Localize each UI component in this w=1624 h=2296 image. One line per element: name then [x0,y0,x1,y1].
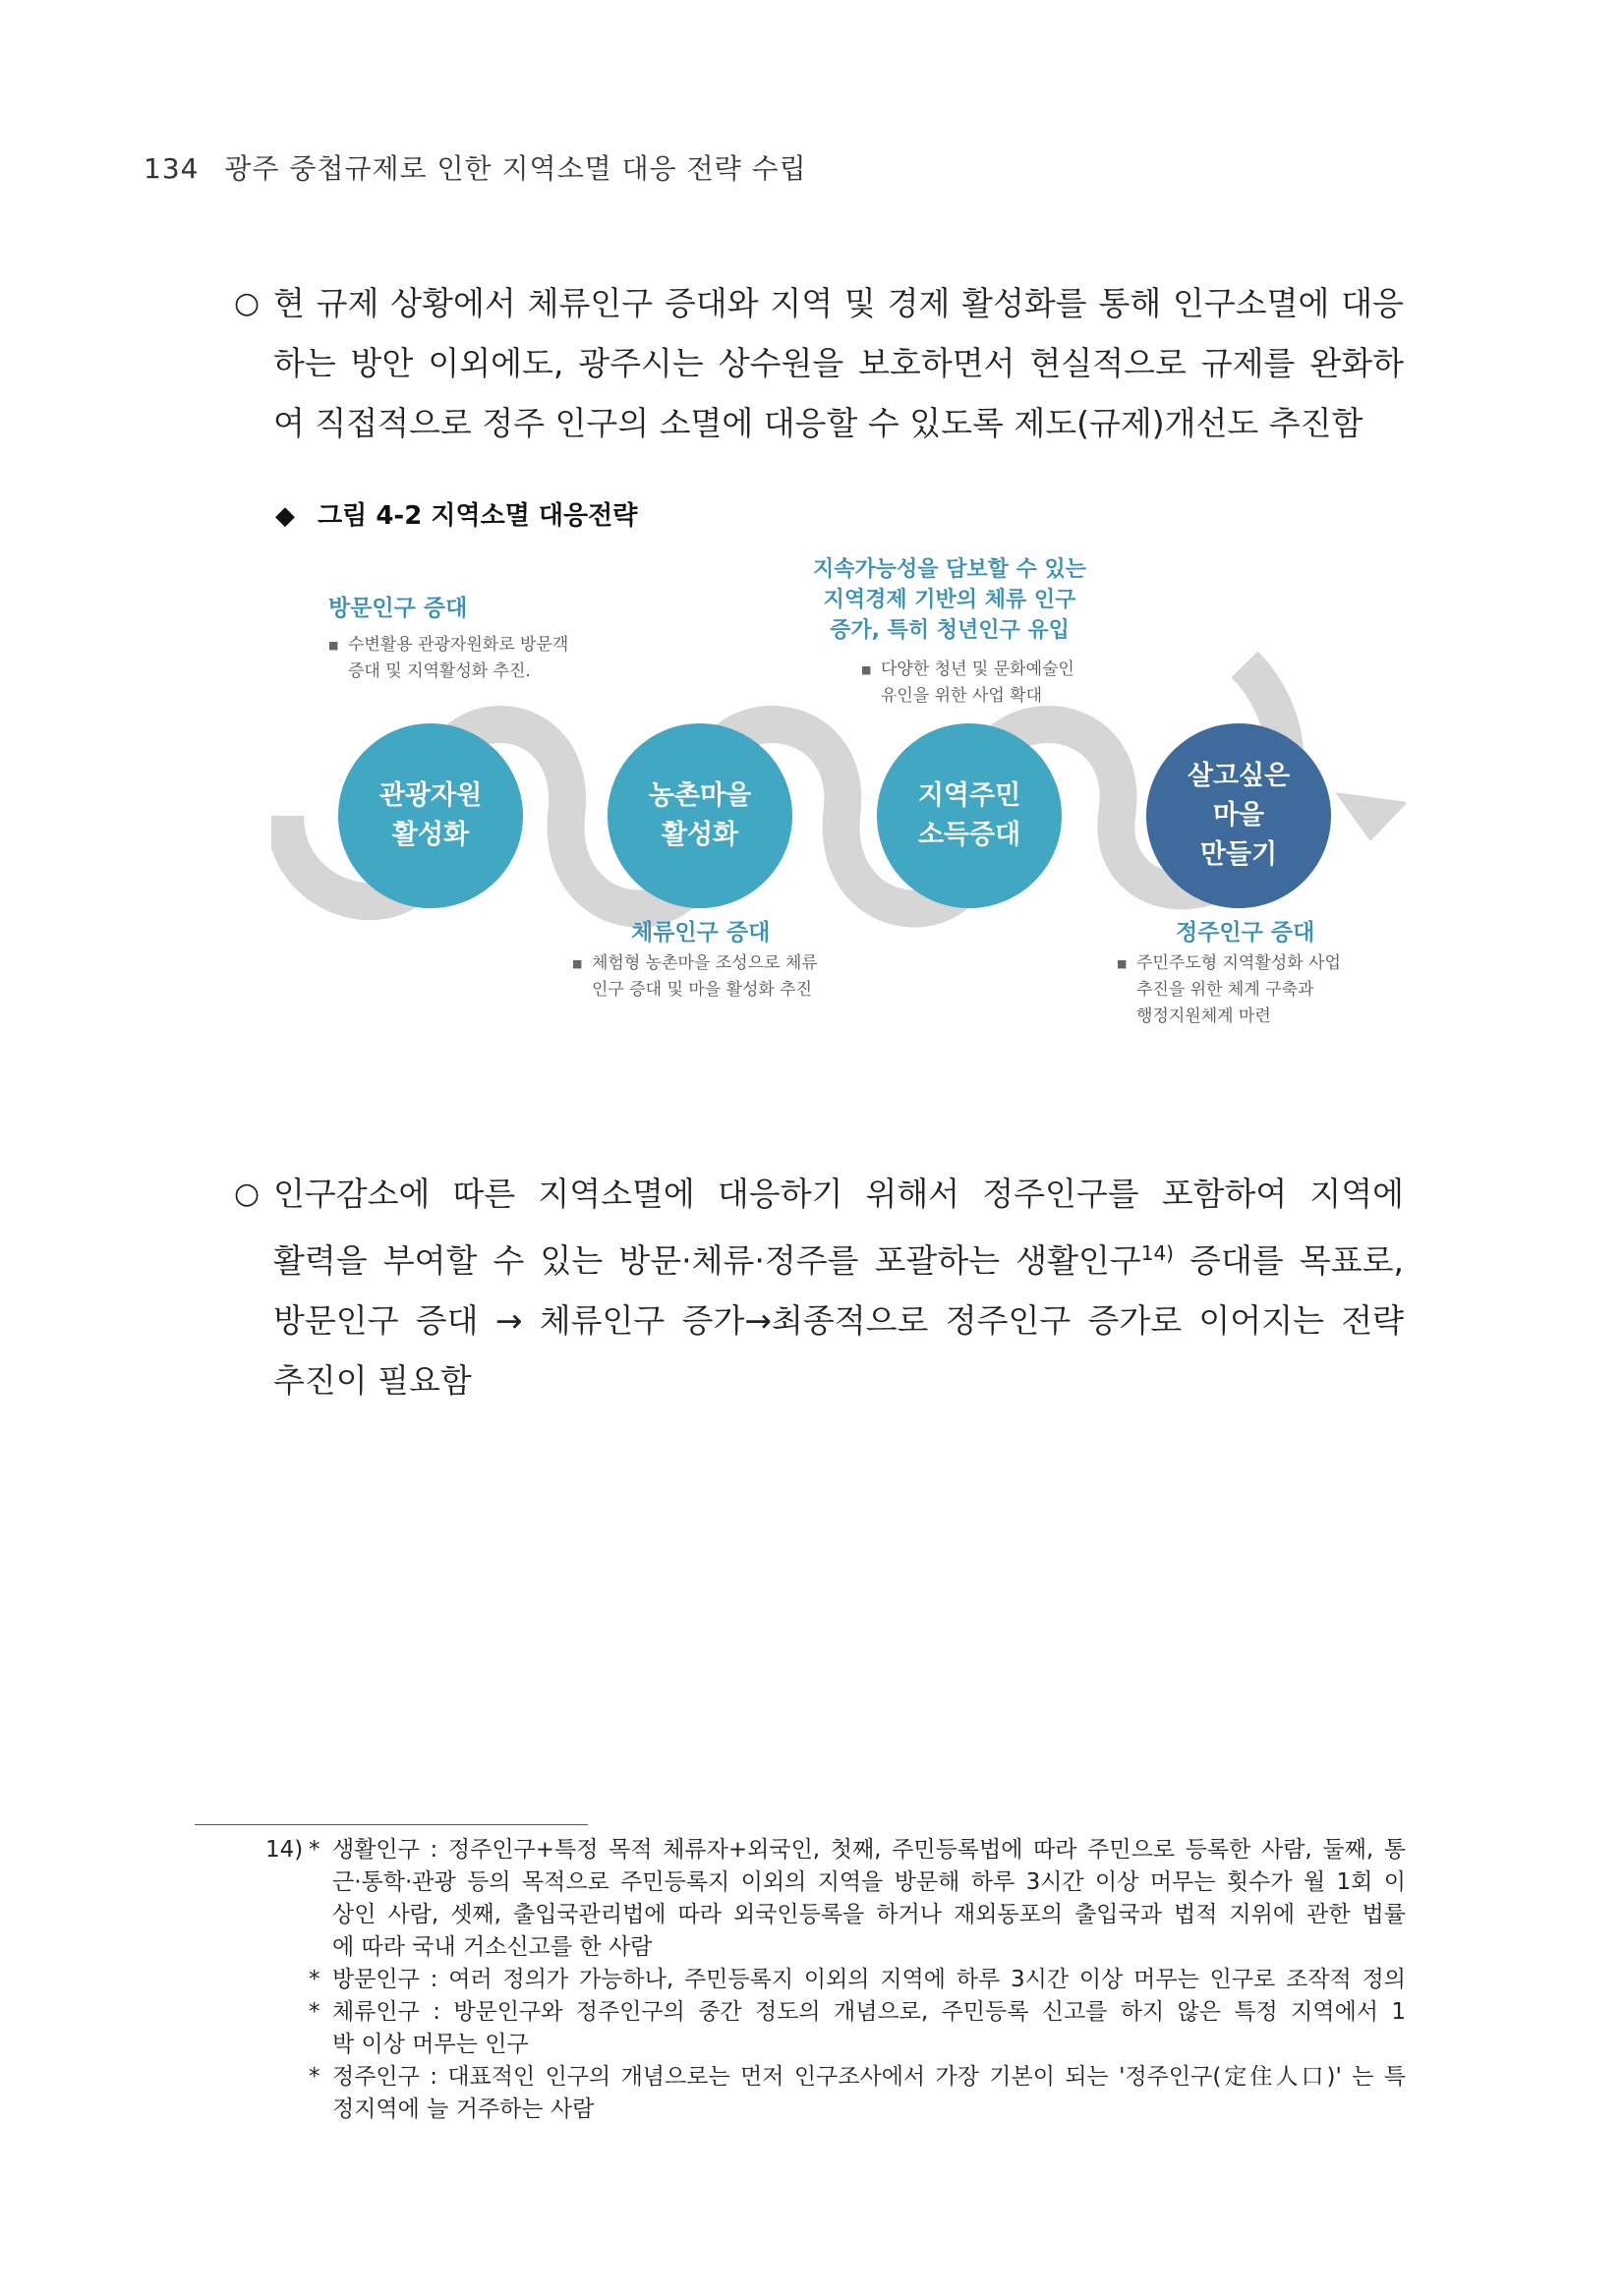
box-desc: ■ 수변활용 관광자원화로 방문객 증대 및 지역활성화 추진. [328,632,623,685]
paragraph-line: 현 규제 상황에서 체류인구 증대와 지역 및 경제 활성화를 통해 인구소멸에 대응 [273,284,1404,322]
footnote-line: 근·통학·관광 등의 목적으로 주민등록지 이외의 지역을 방문해 하루 3시간 이상 머무는 횟수가 월 1회 이 [332,1869,1406,1895]
box-desc: ■ 다양한 청년 및 문화예술인 유인을 위한 사업 확대 [861,657,1117,710]
footnote-line: 박 이상 머무는 인구 [332,2032,529,2057]
page-number: 134 [144,152,200,185]
strategy-diagram [271,546,1406,1038]
diamond-bullet: ◆ [275,501,295,531]
footnote-item [265,2061,1406,2126]
circle-bullet: ○ [234,1177,261,1211]
paragraph-line: 하는 방안 이외에도, 광주시는 상수원을 보호하면서 현실적으로 규제를 완화하 [273,344,1404,382]
paragraph-line-with-footnote [273,1224,1404,1291]
paragraph-line: 추진이 필요함 [273,1361,472,1400]
figure-caption-text: 그림 4-2 지역소멸 대응전략 [318,501,638,531]
running-title: 광주 중첩규제로 인한 지역소멸 대응 전략 수립 [224,152,807,185]
star-marker: * [309,1837,320,1863]
footnote-number: 14) [265,1837,304,1863]
footnote-line: 방문인구 : 여러 정의가 가능하나, 주민등록지 이외의 지역에 하루 3시간 이상 머무는 인구로 조작적 정의 [332,1967,1406,1992]
box-title: 방문인구 증대 [328,596,468,621]
box-top-desc [861,657,1117,710]
footnote-line: 상인 사람, 셋째, 출입국관리법에 따라 외국인등록을 하거나 재외동포의 출입국과 법적 지위에 관한 법률 [332,1902,1406,1927]
box-stay-population [572,914,867,1004]
top-box-title: 지속가능성을 담보할 수 있는 지역경제 기반의 체류 인구 증가, 특히 청년인구 유입 [812,557,1086,643]
box-desc: ■ 주민주도형 지역활성화 사업 추진을 위한 체계 구축과 행정지원체계 마련 [1117,950,1402,1030]
footnote-item [265,1996,1406,2061]
star-marker: * [309,2064,320,2090]
arrow-head-icon [1335,792,1406,841]
box-settle-population [1117,914,1402,1030]
box-title: 정주인구 증대 [1176,920,1315,946]
footnote-line: 생활인구 : 정주인구+특정 목적 체류자+외국인, 첫째, 주민등록법에 따라 주민으로 등록한 사람, 둘째, 통 [332,1837,1406,1863]
footnote-item [265,1964,1406,1996]
footnote-ref[interactable]: 14) [1140,1241,1174,1265]
circle-label: 지역주민 소득증대 [917,780,1021,850]
box-title: 체류인구 증대 [631,920,771,946]
footnote-line: 체류인구 : 방문인구와 정주인구의 중간 정도의 개념으로, 주민등록 신고를 하지 않은 특정 지역에서 1 [332,1999,1406,2025]
paragraph-line: 방문인구 증대 → 체류인구 증가→최종적으로 정주인구 증가로 이어지는 전략 [273,1301,1404,1340]
footnote [265,1834,1406,2126]
paragraph-line: 여 직접적으로 정주 인구의 소멸에 대응할 수 있도록 제도(규제)개선도 추진함 [273,404,1363,442]
circle-resident-income [877,723,1062,908]
paragraph-2 [234,1164,1404,1410]
text-segment: 활력을 부여할 수 있는 방문·체류·정주를 포괄하는 생활인구 [273,1241,1141,1280]
star-marker: * [309,1999,320,2025]
paragraph-line: 인구감소에 따른 지역소멸에 대응하기 위해서 정주인구를 포함하여 지역에 [273,1175,1404,1213]
footnote-line: 정주인구 : 대표적인 인구의 개념으로는 먼저 인구조사에서 가장 기본이 되는 '정주인구(定住人口)' 는 특 [332,2064,1406,2090]
paragraph-1 [234,273,1404,453]
box-desc: ■ 체험형 농촌마을 조성으로 체류 인구 증대 및 마을 활성화 추진 [572,950,867,1004]
footnote-line: 정지역에 늘 거주하는 사람 [332,2096,595,2122]
circle-label: 관광자원 활성화 [378,780,483,850]
circle-bullet: ○ [234,286,261,320]
circle-tourism [338,723,523,908]
footnote-divider [195,1824,588,1825]
footnote-line: 에 따라 국내 거소신고를 한 사람 [332,1934,653,1960]
box-visit-population [328,590,623,685]
circle-livable-village [1146,723,1331,908]
circle-label: 살고싶은 마을 만들기 [1187,761,1291,870]
page-header [144,147,807,187]
footnote-item [265,1834,1406,1964]
figure-caption [275,495,637,532]
text-segment: 증대를 목표로, [1174,1241,1404,1280]
star-marker: * [309,1967,320,1992]
circle-rural-village [608,723,792,908]
circle-label: 농촌마을 활성화 [648,780,752,850]
